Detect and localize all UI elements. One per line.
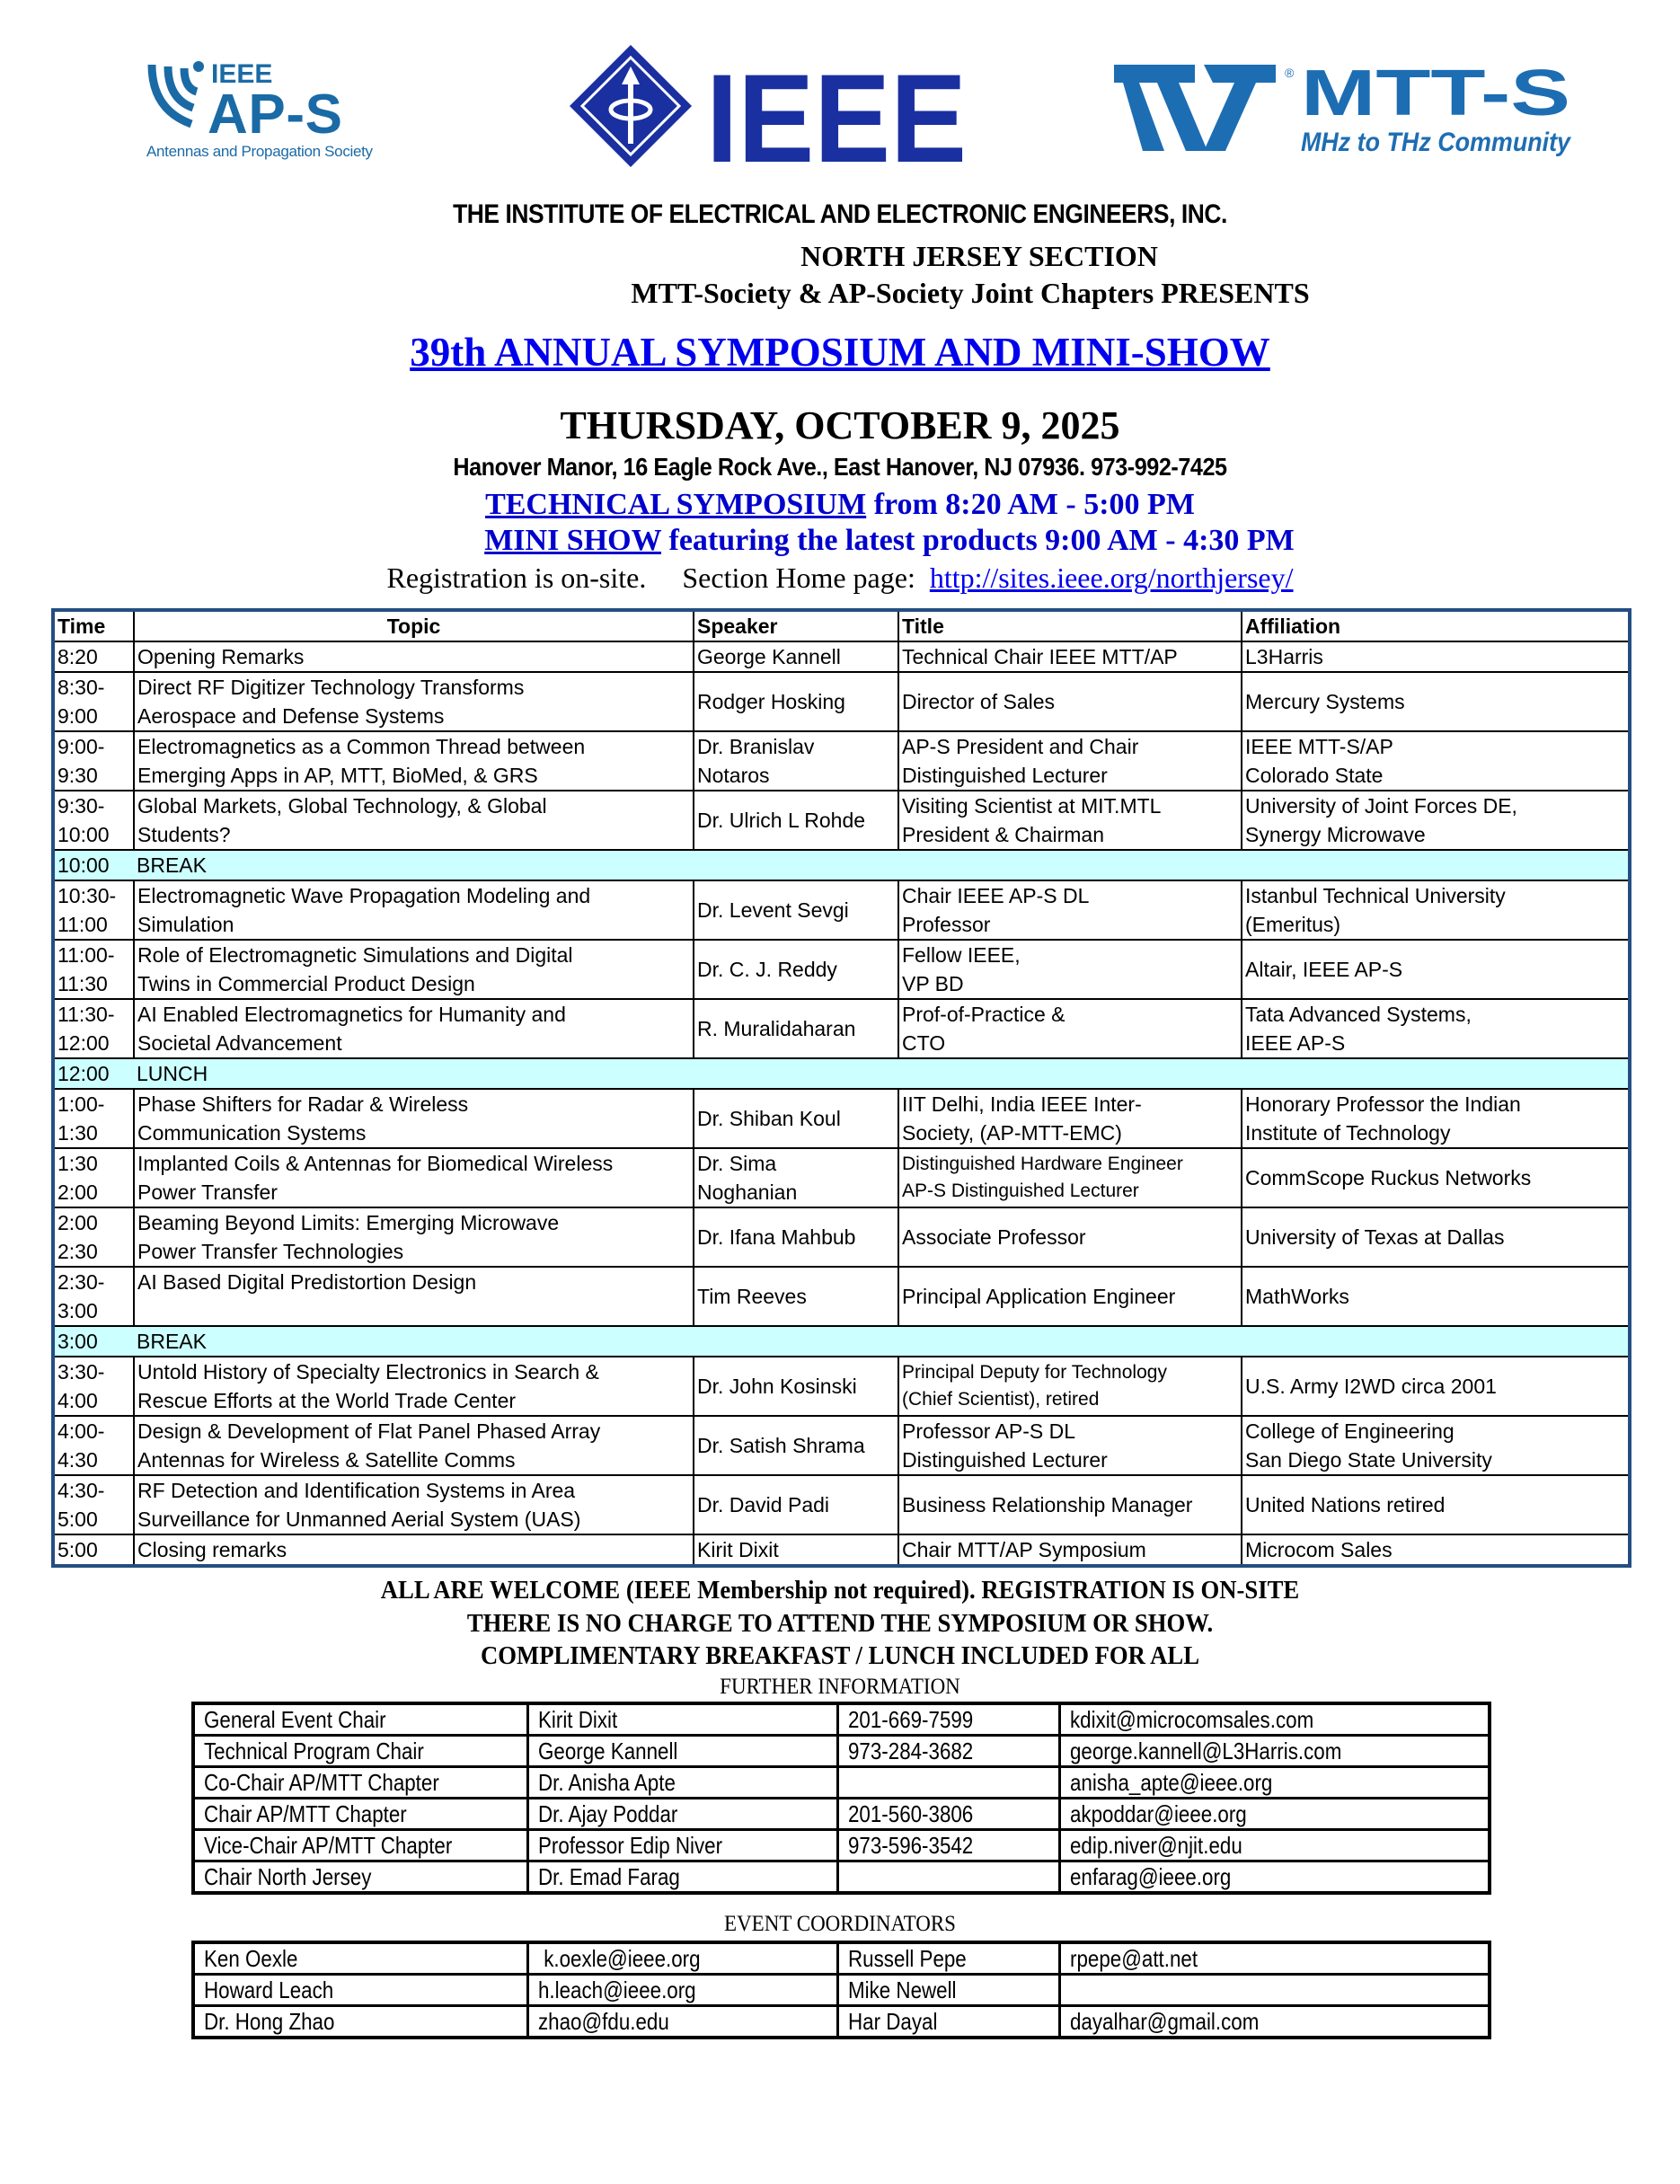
session-topic: AI Enabled Electromagnetics for Humanity and Societal Advancement xyxy=(134,999,694,1058)
session-topic: RF Detection and Identification Systems in Area Surveillance for Unmanned Aerial System (UAS) xyxy=(134,1475,694,1534)
contact-name: Dr. Ajay Poddar xyxy=(537,1799,677,1827)
contact-email[interactable]: anisha_apte@ieee.org xyxy=(1069,1768,1272,1796)
contact-row xyxy=(193,1767,1490,1799)
session-speaker: Dr. John Kosinski xyxy=(694,1357,898,1416)
session-time: 1:30 2:00 xyxy=(53,1148,134,1207)
schedule-header-row xyxy=(53,610,1630,641)
coordinator-name-2-cell xyxy=(837,1975,1059,2006)
speaker-title: Prof-of-Practice & CTO xyxy=(898,999,1242,1058)
speaker-affiliation: IEEE MTT-S/AP Colorado State xyxy=(1242,731,1630,791)
section-home-link[interactable]: http://sites.ieee.org/northjersey/ xyxy=(929,561,1294,594)
further-information-heading: FURTHER INFORMATION xyxy=(720,1675,960,1699)
coordinator-name: Howard Leach xyxy=(204,1976,334,2003)
session-topic: Direct RF Digitizer Technology Transforms Aerospace and Defense Systems xyxy=(134,672,694,731)
contact-email-cell xyxy=(1059,1830,1490,1861)
coordinator-email[interactable]: zhao@fdu.edu xyxy=(537,2007,669,2035)
contacts-table xyxy=(191,1702,1491,1895)
coordinator-name-cell xyxy=(193,1975,527,2006)
contact-phone: 973-596-3542 xyxy=(847,1831,973,1859)
session-topic: AI Based Digital Predistortion Design xyxy=(134,1267,694,1326)
contact-role: General Event Chair xyxy=(204,1705,386,1733)
speaker-affiliation: Honorary Professor the Indian Institute of Technology xyxy=(1242,1089,1630,1148)
schedule-row xyxy=(53,641,1630,672)
symposium-title[interactable] xyxy=(0,329,1680,376)
contact-row xyxy=(193,1736,1490,1767)
schedule-row xyxy=(53,1207,1630,1267)
breakfast-notice: COMPLIMENTARY BREAKFAST / LUNCH INCLUDED FOR ALL xyxy=(480,1641,1200,1670)
speaker-title: AP-S President and Chair Distinguished Lecturer xyxy=(898,731,1242,791)
speaker-affiliation: University of Joint Forces DE, Synergy Microwave xyxy=(1242,791,1630,850)
contact-role: Chair North Jersey xyxy=(204,1862,372,1890)
coordinator-email-2[interactable]: dayalhar@gmail.com xyxy=(1069,2007,1259,2035)
aps-logo-tagline: Antennas and Propagation Society xyxy=(146,143,373,160)
col-header-time: Time xyxy=(53,610,134,641)
ieee-logo-text: IEEE xyxy=(706,48,967,171)
session-speaker: Dr. C. J. Reddy xyxy=(694,940,898,999)
speaker-title: Associate Professor xyxy=(898,1207,1242,1267)
break-label: BREAK xyxy=(134,850,1630,880)
break-time: 3:00 xyxy=(53,1326,134,1357)
coordinator-name-2: Mike Newell xyxy=(847,1976,957,2003)
section-name: NORTH JERSEY SECTION xyxy=(800,240,1158,272)
contact-phone-cell xyxy=(837,1861,1059,1894)
session-time: 1:00- 1:30 xyxy=(53,1089,134,1148)
technical-symposium-hours: from 8:20 AM - 5:00 PM xyxy=(866,488,1195,521)
session-time: 8:20 xyxy=(53,641,134,672)
coordinator-name-2: Har Dayal xyxy=(847,2007,937,2035)
mtt-s-logo xyxy=(1114,52,1581,160)
session-speaker: Kirit Dixit xyxy=(694,1534,898,1566)
contact-email[interactable]: akpoddar@ieee.org xyxy=(1069,1799,1247,1827)
session-topic: Opening Remarks xyxy=(134,641,694,672)
speaker-affiliation: MathWorks xyxy=(1242,1267,1630,1326)
schedule-table xyxy=(51,608,1631,1568)
session-topic: Untold History of Specialty Electronics in Search & Rescue Efforts at the World Trade Center xyxy=(134,1357,694,1416)
ieee-aps-logo xyxy=(146,54,380,162)
session-speaker: Dr. Branislav Notaros xyxy=(694,731,898,791)
session-topic: Global Markets, Global Technology, & Global Students? xyxy=(134,791,694,850)
contact-row xyxy=(193,1799,1490,1830)
contact-phone: 201-560-3806 xyxy=(847,1799,973,1827)
mini-show-line xyxy=(0,524,1680,558)
mtt-logo-text: MTT-S xyxy=(1301,57,1570,129)
coordinator-name: Ken Oexle xyxy=(204,1944,298,1972)
session-speaker: Dr. David Padi xyxy=(694,1475,898,1534)
schedule-row xyxy=(53,1534,1630,1566)
contact-email-cell xyxy=(1059,1767,1490,1799)
session-topic: Electromagnetic Wave Propagation Modeling and Simulation xyxy=(134,880,694,940)
contact-email[interactable]: george.kannell@L3Harris.com xyxy=(1069,1737,1341,1764)
session-topic: Beaming Beyond Limits: Emerging Microwave Power Transfer Technologies xyxy=(134,1207,694,1267)
break-label: LUNCH xyxy=(134,1058,1630,1089)
speaker-affiliation: United Nations retired xyxy=(1242,1475,1630,1534)
symposium-title-link[interactable]: 39th ANNUAL SYMPOSIUM AND MINI-SHOW xyxy=(410,330,1270,375)
contact-phone-cell xyxy=(837,1830,1059,1861)
coordinator-email-cell xyxy=(527,1942,837,1975)
session-time: 9:30- 10:00 xyxy=(53,791,134,850)
ieee-logo xyxy=(568,36,972,171)
contact-email-cell xyxy=(1059,1703,1490,1736)
session-speaker: Dr. Satish Shrama xyxy=(694,1416,898,1475)
session-speaker: Rodger Hosking xyxy=(694,672,898,731)
schedule-row xyxy=(53,1089,1630,1148)
session-speaker: George Kannell xyxy=(694,641,898,672)
speaker-affiliation: Microcom Sales xyxy=(1242,1534,1630,1566)
speaker-title: Director of Sales xyxy=(898,672,1242,731)
speaker-affiliation: Istanbul Technical University (Emeritus) xyxy=(1242,880,1630,940)
coordinator-email-2-cell xyxy=(1059,2006,1490,2038)
contact-role: Co-Chair AP/MTT Chapter xyxy=(204,1768,439,1796)
schedule-row xyxy=(53,1267,1630,1326)
contact-email[interactable]: edip.niver@njit.edu xyxy=(1069,1831,1242,1859)
break-time: 12:00 xyxy=(53,1058,134,1089)
technical-symposium-link[interactable]: TECHNICAL SYMPOSIUM xyxy=(485,488,867,521)
speaker-title: Professor AP-S DL Distinguished Lecturer xyxy=(898,1416,1242,1475)
schedule-row xyxy=(53,672,1630,731)
session-time: 3:30- 4:00 xyxy=(53,1357,134,1416)
contact-name-cell xyxy=(527,1736,837,1767)
speaker-title: IIT Delhi, India IEEE Inter- Society, (AP-MTT-EMC) xyxy=(898,1089,1242,1148)
session-speaker: Dr. Shiban Koul xyxy=(694,1089,898,1148)
contact-role: Technical Program Chair xyxy=(204,1737,424,1764)
contact-name-cell xyxy=(527,1767,837,1799)
speaker-affiliation: University of Texas at Dallas xyxy=(1242,1207,1630,1267)
registration-text: Registration is on-site. Section Home page: xyxy=(386,561,930,594)
event-date: THURSDAY, OCTOBER 9, 2025 xyxy=(560,403,1120,447)
session-speaker: Dr. Levent Sevgi xyxy=(694,880,898,940)
contact-role-cell xyxy=(193,1736,527,1767)
contact-phone-cell xyxy=(837,1767,1059,1799)
speaker-title: Principal Deputy for Technology (Chief Scientist), retired xyxy=(898,1357,1242,1416)
coordinator-email-2-cell xyxy=(1059,1975,1490,2006)
break-label: BREAK xyxy=(134,1326,1630,1357)
contact-role: Chair AP/MTT Chapter xyxy=(204,1799,407,1827)
contact-email[interactable]: enfarag@ieee.org xyxy=(1069,1862,1231,1890)
contact-role-cell xyxy=(193,1703,527,1736)
col-header-affiliation: Affiliation xyxy=(1242,610,1630,641)
speaker-affiliation: CommScope Ruckus Networks xyxy=(1242,1148,1630,1207)
speaker-title: Technical Chair IEEE MTT/AP xyxy=(898,641,1242,672)
coordinator-row xyxy=(193,2006,1490,2038)
contact-phone-cell xyxy=(837,1736,1059,1767)
coordinator-email[interactable]: k.oexle@ieee.org xyxy=(537,1944,701,1972)
contact-email[interactable]: kdixit@microcomsales.com xyxy=(1069,1705,1313,1733)
coordinator-name-2-cell xyxy=(837,2006,1059,2038)
schedule-row xyxy=(53,1475,1630,1534)
contact-phone: 201-669-7599 xyxy=(847,1705,973,1733)
aps-logo-text: AP-S xyxy=(208,84,342,146)
session-time: 11:30- 12:00 xyxy=(53,999,134,1058)
registration-line xyxy=(0,561,1680,595)
col-header-topic: Topic xyxy=(134,610,694,641)
contact-role-cell xyxy=(193,1861,527,1894)
contact-phone: 973-284-3682 xyxy=(847,1737,973,1764)
contact-name: Kirit Dixit xyxy=(537,1705,617,1733)
no-charge-notice: THERE IS NO CHARGE TO ATTEND THE SYMPOSIUM OR SHOW. xyxy=(466,1609,1214,1638)
contact-email-cell xyxy=(1059,1799,1490,1830)
contact-name-cell xyxy=(527,1799,837,1830)
session-speaker: Dr. Ifana Mahbub xyxy=(694,1207,898,1267)
schedule-row xyxy=(53,1148,1630,1207)
speaker-affiliation: U.S. Army I2WD circa 2001 xyxy=(1242,1357,1630,1416)
session-topic: Phase Shifters for Radar & Wireless Communication Systems xyxy=(134,1089,694,1148)
speaker-title: Distinguished Hardware Engineer AP-S Distinguished Lecturer xyxy=(898,1148,1242,1207)
speaker-affiliation: College of Engineering San Diego State University xyxy=(1242,1416,1630,1475)
coordinator-email-2-cell xyxy=(1059,1942,1490,1975)
break-time: 10:00 xyxy=(53,850,134,880)
contact-row xyxy=(193,1703,1490,1736)
session-time: 4:30- 5:00 xyxy=(53,1475,134,1534)
contact-email-cell xyxy=(1059,1736,1490,1767)
speaker-title: Fellow IEEE, VP BD xyxy=(898,940,1242,999)
coordinator-name-cell xyxy=(193,2006,527,2038)
venue-address: Hanover Manor, 16 Eagle Rock Ave., East Hanover, NJ 07936. 973-992-7425 xyxy=(453,453,1227,481)
contact-name: Professor Edip Niver xyxy=(537,1831,722,1859)
schedule-row xyxy=(53,731,1630,791)
aps-logo-ieee: IEEE xyxy=(211,59,273,89)
contact-role: Vice-Chair AP/MTT Chapter xyxy=(204,1831,453,1859)
session-speaker: R. Muralidaharan xyxy=(694,999,898,1058)
event-coordinators-heading: EVENT COORDINATORS xyxy=(724,1912,956,1936)
coordinator-email-2[interactable]: rpepe@att.net xyxy=(1069,1944,1198,1972)
coordinators-table xyxy=(191,1941,1491,2039)
session-speaker: Dr. Ulrich L Rohde xyxy=(694,791,898,850)
contact-email-cell xyxy=(1059,1861,1490,1894)
session-speaker: Tim Reeves xyxy=(694,1267,898,1326)
contact-name-cell xyxy=(527,1703,837,1736)
technical-symposium-line xyxy=(0,488,1680,522)
schedule-row xyxy=(53,999,1630,1058)
session-topic: Design & Development of Flat Panel Phased Array Antennas for Wireless & Satellite Comms xyxy=(134,1416,694,1475)
coordinator-name: Dr. Hong Zhao xyxy=(204,2007,335,2035)
session-time: 8:30- 9:00 xyxy=(53,672,134,731)
session-topic: Electromagnetics as a Common Thread between Emerging Apps in AP, MTT, BioMed, & GRS xyxy=(134,731,694,791)
contact-name-cell xyxy=(527,1830,837,1861)
coordinator-name-2-cell xyxy=(837,1942,1059,1975)
col-header-speaker: Speaker xyxy=(694,610,898,641)
speaker-title: Business Relationship Manager xyxy=(898,1475,1242,1534)
coordinator-name-2: Russell Pepe xyxy=(847,1944,967,1972)
speaker-affiliation: L3Harris xyxy=(1242,641,1630,672)
contact-name: Dr. Anisha Apte xyxy=(537,1768,676,1796)
session-topic: Role of Electromagnetic Simulations and Digital Twins in Commercial Product Design xyxy=(134,940,694,999)
session-time: 9:00- 9:30 xyxy=(53,731,134,791)
break-row xyxy=(53,850,1630,880)
coordinator-row xyxy=(193,1942,1490,1975)
speaker-title: Chair IEEE AP-S DL Professor xyxy=(898,880,1242,940)
lunch-row xyxy=(53,1058,1630,1089)
speaker-affiliation: Mercury Systems xyxy=(1242,672,1630,731)
session-topic: Implanted Coils & Antennas for Biomedical Wireless Power Transfer xyxy=(134,1148,694,1207)
session-time: 10:30- 11:00 xyxy=(53,880,134,940)
mini-show-link[interactable]: MINI SHOW xyxy=(484,524,661,557)
session-time: 5:00 xyxy=(53,1534,134,1566)
schedule-row xyxy=(53,1416,1630,1475)
coordinator-name-cell xyxy=(193,1942,527,1975)
speaker-affiliation: Tata Advanced Systems, IEEE AP-S xyxy=(1242,999,1630,1058)
contact-name: George Kannell xyxy=(537,1737,677,1764)
contact-phone-cell xyxy=(837,1703,1059,1736)
break-row xyxy=(53,1326,1630,1357)
session-time: 4:00- 4:30 xyxy=(53,1416,134,1475)
coordinator-email-cell xyxy=(527,1975,837,2006)
coordinator-email[interactable]: h.leach@ieee.org xyxy=(537,1976,696,2003)
contact-name-cell xyxy=(527,1861,837,1894)
contact-role-cell xyxy=(193,1830,527,1861)
schedule-row xyxy=(53,791,1630,850)
speaker-title: Chair MTT/AP Symposium xyxy=(898,1534,1242,1566)
coordinator-row xyxy=(193,1975,1490,2006)
mtt-logo-tagline: MHz to THz Community xyxy=(1301,128,1572,157)
contact-row xyxy=(193,1830,1490,1861)
contact-row xyxy=(193,1861,1490,1894)
session-time: 11:00- 11:30 xyxy=(53,940,134,999)
mini-show-hours: featuring the latest products 9:00 AM - 4:30 PM xyxy=(661,524,1295,557)
coordinator-email-cell xyxy=(527,2006,837,2038)
schedule-row xyxy=(53,880,1630,940)
session-speaker: Dr. Sima Noghanian xyxy=(694,1148,898,1207)
schedule-row xyxy=(53,940,1630,999)
col-header-title: Title xyxy=(898,610,1242,641)
welcome-notice: ALL ARE WELCOME (IEEE Membership not required). REGISTRATION IS ON-SITE xyxy=(380,1576,1300,1605)
schedule-row xyxy=(53,1357,1630,1416)
contact-role-cell xyxy=(193,1767,527,1799)
svg-text:®: ® xyxy=(1285,66,1295,80)
contact-phone-cell xyxy=(837,1799,1059,1830)
contact-role-cell xyxy=(193,1799,527,1830)
speaker-title: Principal Application Engineer xyxy=(898,1267,1242,1326)
contact-name: Dr. Emad Farag xyxy=(537,1862,680,1890)
session-time: 2:30- 3:00 xyxy=(53,1267,134,1326)
session-time: 2:00 2:30 xyxy=(53,1207,134,1267)
chapters-presents: MTT-Society & AP-Society Joint Chapters PRESENTS xyxy=(631,277,1310,309)
speaker-title: Visiting Scientist at MIT.MTL President & Chairman xyxy=(898,791,1242,850)
speaker-affiliation: Altair, IEEE AP-S xyxy=(1242,940,1630,999)
institute-name: THE INSTITUTE OF ELECTRICAL AND ELECTRONIC ENGINEERS, INC. xyxy=(453,199,1227,229)
session-topic: Closing remarks xyxy=(134,1534,694,1566)
